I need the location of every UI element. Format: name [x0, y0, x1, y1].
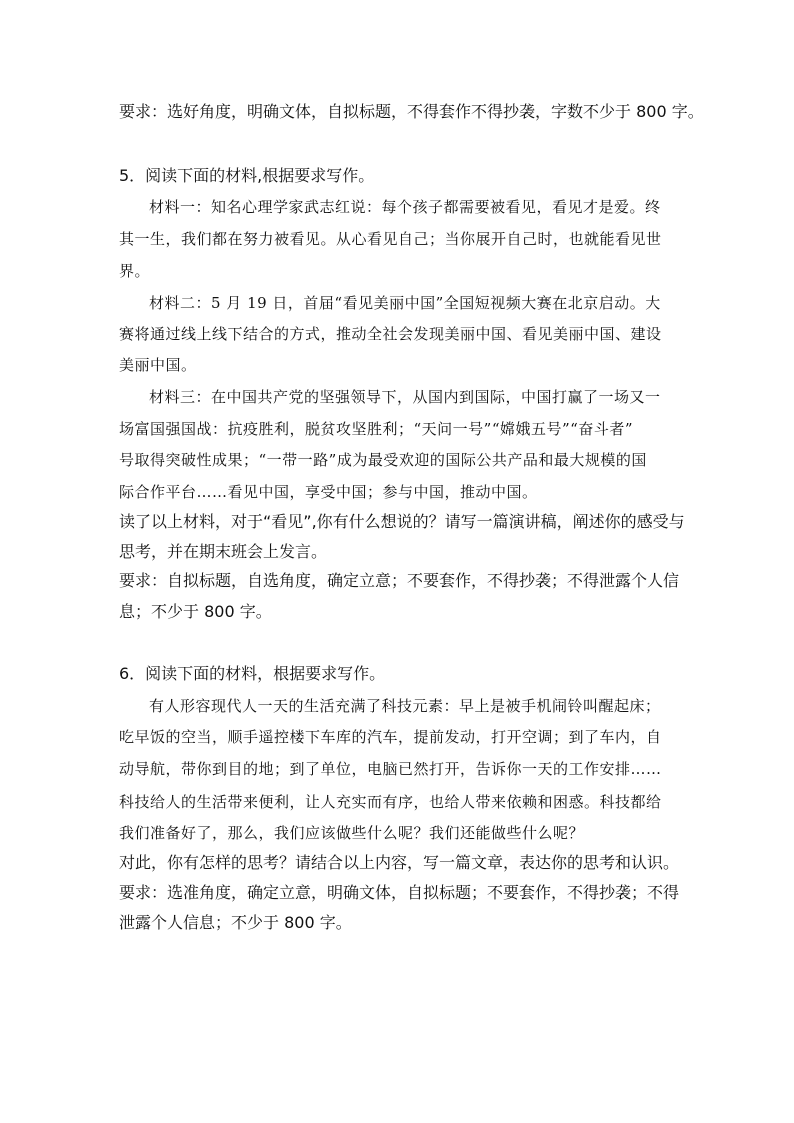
q5-material-1-line: 材料一：知名心理学家武志红说：每个孩子都需要被看见，看见才是爱。终 — [149, 198, 661, 216]
q6-heading: 6．阅读下面的材料，根据要求写作。 — [119, 664, 386, 683]
q5-material-2-line: 美丽中国。 — [119, 356, 197, 374]
q5-requirement-line: 要求：自拟标题，自选角度，确定立意；不要套作，不得抄袭；不得泄露个人信 — [119, 571, 680, 590]
q6-task: 对此，你有怎样的思考？请结合以上内容，写一篇文章，表达你的思考和认识。 — [119, 853, 680, 872]
q6-material-line: 有人形容现代人一天的生活充满了科技元素：早上是被手机闹铃叫醒起床； — [149, 697, 661, 715]
q5-heading: 5．阅读下面的材料,根据要求写作。 — [119, 166, 375, 185]
q5-task-line: 读了以上材料，对于“看见”,你有什么想说的？请写一篇演讲稿，阐述你的感受与 — [119, 512, 685, 531]
q5-material-3-line: 号取得突破性成果；“一带一路”成为最受欢迎的国际公共产品和最大规模的国 — [119, 451, 647, 469]
q5-material-1-line: 界。 — [119, 262, 151, 280]
q5-material-3-line: 材料三：在中国共产党的坚强领导下，从国内到国际，中国打赢了一场又一 — [149, 388, 661, 406]
q6-material-line: 吃早饭的空当，顺手遥控楼下车库的汽车，提前发动，打开空调；到了车内，自 — [119, 728, 662, 746]
q5-material-3-line: 场富国强国战：抗疫胜利，脱贫攻坚胜利；“天问一号”“嫦娥五号”“奋斗者” — [119, 420, 634, 438]
q6-requirement-line: 泄露个人信息；不少于 800 字。 — [119, 913, 352, 932]
q6-material-line: 科技给人的生活带来便利，让人充实而有序，也给人带来依赖和困惑。科技都给 — [119, 793, 662, 811]
q5-material-1-line: 其一生，我们都在努力被看见。从心看见自己；当你展开自己时，也就能看见世 — [119, 230, 662, 248]
q6-material-line: 我们准备好了，那么，我们应该做些什么呢？我们还能做些什么呢？ — [119, 824, 585, 842]
q6-requirement-line: 要求：选准角度，确定立意，明确文体，自拟标题；不要套作，不得抄袭；不得 — [119, 883, 680, 902]
q5-material-3-line: 际合作平台……看见中国，享受中国；参与中国，推动中国。 — [119, 483, 538, 501]
q5-requirement-line: 息；不少于 800 字。 — [119, 602, 272, 621]
q5-material-2-line: 材料二：5 月 19 日，首届“看见美丽中国”全国短视频大赛在北京启动。大 — [149, 294, 661, 312]
top-requirement: 要求：选好角度，明确文体，自拟标题，不得套作不得抄袭，字数不少于 800 字。 — [119, 102, 704, 121]
q6-material-line: 动导航，带你到目的地；到了单位，电脑已然打开，告诉你一天的工作安排…… — [119, 760, 662, 778]
q5-task-line: 思考，并在期末班会上发言。 — [119, 542, 328, 561]
q5-material-2-line: 赛将通过线上线下结合的方式，推动全社会发现美丽中国、看见美丽中国、建设 — [119, 325, 662, 343]
